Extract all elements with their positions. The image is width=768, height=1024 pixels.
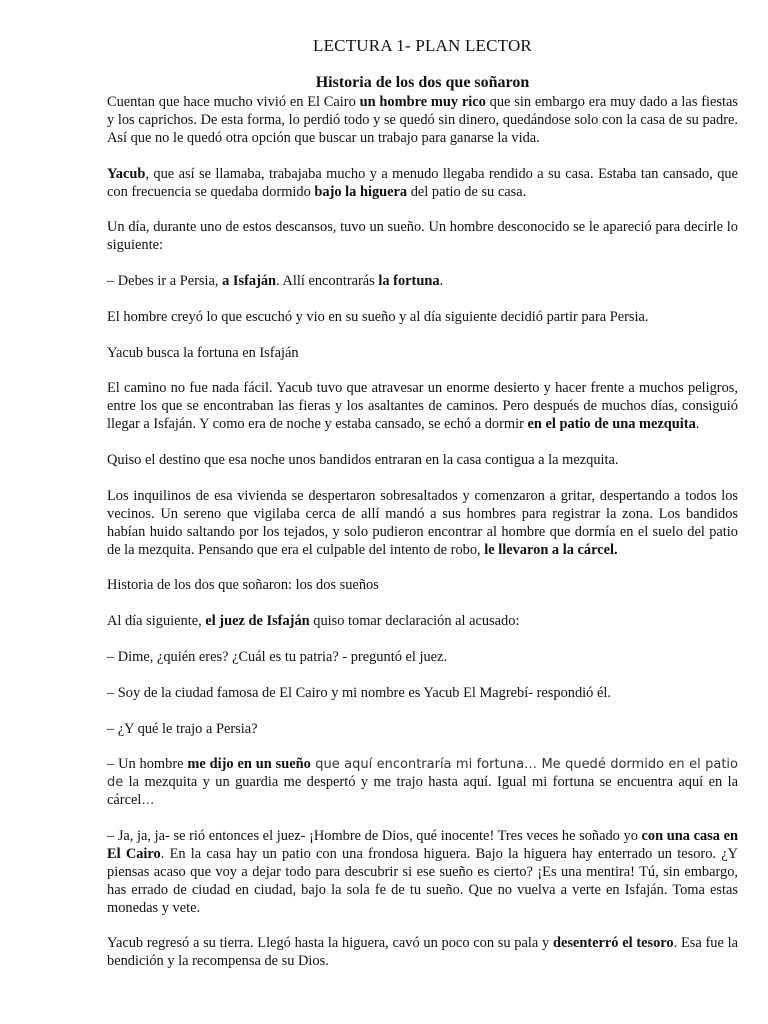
dialogue-2: – Soy de la ciudad famosa de El Cairo y mi nombre es Yacub El Magrebí- respondió él. — [107, 684, 611, 701]
paragraph-9: Al día siguiente, el juez de Isfaján quiso tomar declaración al acusado: — [107, 613, 520, 630]
dialogue-5: – Ja, ja, ja- se rió entonces el juez- ¡Hombre de Dios, qué inocente! Tres veces he soñado yo con una casa en El Cairo. En la casa hay un patio con una frondosa higuera. Bajo la higuera hay enterrado un tesoro. ¿Y piensas acaso que voy a dejar todo para descubrir si ese sueño es cierto? ¡Es una mentira! Tú, sin embargo, has errado de ciudad en ciudad, bajo la sola fe de tu sueño. Que no vuelva a verte en Isfaján. Toma estas monedas y vete. — [107, 827, 738, 916]
paragraph-final: Yacub regresó a su tierra. Llegó hasta la higuera, cavó un poco con su pala y desenterró el tesoro. Esa fue la bendición y la recompensa de su Dios. — [107, 935, 738, 970]
dialogue-1: – Dime, ¿quién eres? ¿Cuál es tu patria? - preguntó el juez. — [107, 648, 448, 665]
section-subtitle-2: Historia de los dos que soñaron: los dos sueños — [107, 577, 379, 594]
page-title: LECTURA 1- PLAN LECTOR — [313, 36, 532, 55]
paragraph-3: Un día, durante uno de estos descansos, tuvo un sueño. Un hombre desconocido se le apareció para decirle lo siguiente: — [107, 219, 738, 254]
paragraph-4: – Debes ir a Persia, a Isfaján. Allí encontrarás la fortuna. — [107, 273, 444, 290]
paragraph-6: El camino no fue nada fácil. Yacub tuvo que atravesar un enorme desierto y hacer frente a muchos peligros, entre los que se encontraban las fieras y los asaltantes de caminos. Pero después de muchos días, consiguió llegar a Isfaján. Y como era de noche y estaba cansado, se echó a dormir en el patio de una mezquita. — [107, 380, 738, 433]
paragraph-5: El hombre creyó lo que escuchó y vio en su sueño y al día siguiente decidió partir para Persia. — [107, 308, 649, 325]
dialogue-3: – ¿Y qué le trajo a Persia? — [107, 720, 258, 737]
paragraph-8: Los inquilinos de esa vivienda se despertaron sobresaltados y comenzaron a gritar, despertando a todos los vecinos. Un sereno que vigilaba cerca de allí mandó a sus hombres para registrar la zona. Los bandidos habían huido saltando por los tejados, y solo pudieron encontrar al hombre que dormía en el suelo del patio de la mezquita. Pensando que era el culpable del intento de robo, le llevaron a la cárcel. — [107, 487, 738, 558]
paragraph-1: Cuentan que hace mucho vivió en El Cairo un hombre muy rico que sin embargo era muy dado a las fiestas y los caprichos. De esta forma, lo perdió todo y se quedó sin dinero, quedándose solo con la casa de su padre. Así que no le quedó otra opción que buscar un trabajo para ganarse la vida. — [107, 94, 738, 146]
paragraph-7: Quiso el destino que esa noche unos bandidos entraran en la casa contigua a la mezquita. — [107, 452, 619, 469]
paragraph-2: Yacub, que así se llamaba, trabajaba mucho y a menudo llegaba rendido a su casa. Estaba tan cansado, que con frecuencia se quedaba dormido bajo la higuera del patio de su casa. — [107, 165, 738, 200]
section-subtitle-1: Yacub busca la fortuna en Isfaján — [107, 344, 299, 361]
dialogue-4: – Un hombre me dijo en un sueño que aquí encontraría mi fortuna… Me quedé dormido en el patio de la mezquita y un guardia me despertó y me trajo hasta aquí. Igual mi fortuna se encuentra aquí en la cárcel… — [107, 756, 738, 809]
story-title: Historia de los dos que soñaron — [315, 74, 530, 91]
handwritten-style-text: que aquí encontraría mi fortuna… Me quedé dormido en el patio de — [107, 757, 738, 791]
